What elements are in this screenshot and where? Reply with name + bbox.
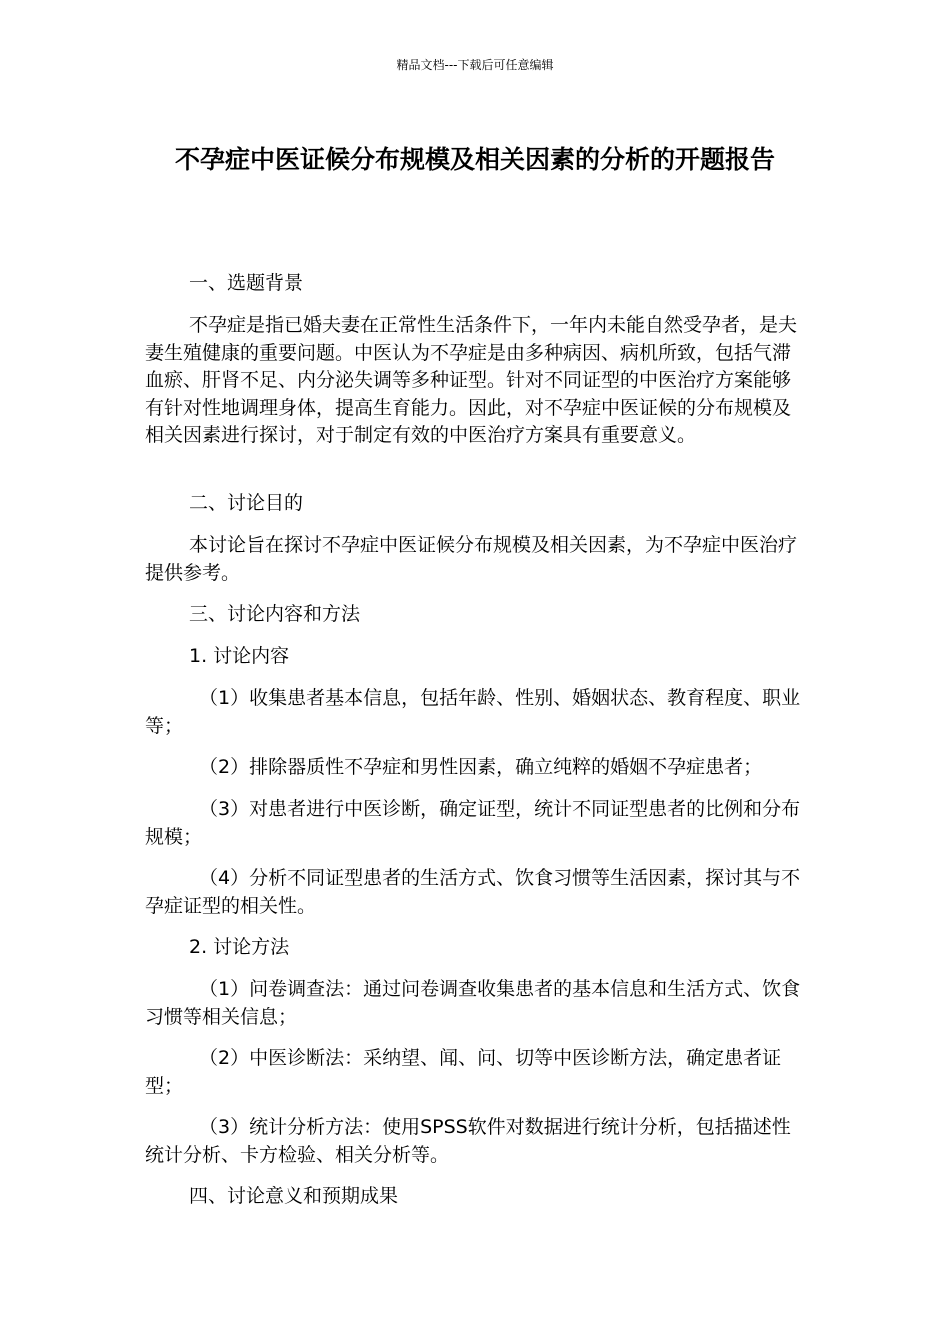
background-paragraph: 不孕症是指已婚夫妻在正常性生活条件下，一年内未能自然受孕者，是夫妻生殖健康的重要问题。中医认为不孕症是由多种病因、病机所致，包括气滞血瘀、肝肾不足、内分泌失调等多种证型。针对不同证型的中医治疗方案能够有针对性地调理身体，提高生育能力。因此，对不孕症中医证候的分布规模及相关因素进行探讨，对于制定有效的中医治疗方案具有重要意义。 xyxy=(145,314,798,446)
document-title: 不孕症中医证候分布规模及相关因素的分析的开题报告 xyxy=(174,145,775,174)
section-heading-background: 一、选题背景 xyxy=(189,272,304,294)
page-header: 精品文档---下载后可任意编辑 xyxy=(396,58,554,72)
section-heading-significance: 四、讨论意义和预期成果 xyxy=(189,1185,399,1207)
method-item-3: （3）统计分析方法：使用SPSS软件对数据进行统计分析，包括描述性统计分析、卡方检验、相关分析等。 xyxy=(145,1116,791,1166)
method-item-2: （2）中医诊断法：采纳望、闻、问、切等中医诊断方法，确定患者证型； xyxy=(145,1047,782,1097)
content-item-1: （1）收集患者基本信息，包括年龄、性别、婚姻状态、教育程度、职业等； xyxy=(145,687,801,737)
subheading-research-methods: 2. 讨论方法 xyxy=(189,936,290,958)
method-item-1: （1）问卷调查法：通过问卷调查收集患者的基本信息和生活方式、饮食习惯等相关信息； xyxy=(145,978,801,1028)
purpose-paragraph: 本讨论旨在探讨不孕症中医证候分布规模及相关因素，为不孕症中医治疗提供参考。 xyxy=(145,534,798,584)
content-item-2: （2）排除器质性不孕症和男性因素，确立纯粹的婚姻不孕症患者； xyxy=(199,756,763,778)
subheading-research-content: 1. 讨论内容 xyxy=(189,645,290,667)
content-item-3: （3）对患者进行中医诊断，确定证型，统计不同证型患者的比例和分布规模； xyxy=(145,798,801,848)
section-heading-content-methods: 三、讨论内容和方法 xyxy=(189,603,361,625)
section-heading-purpose: 二、讨论目的 xyxy=(189,492,304,514)
content-item-4: （4）分析不同证型患者的生活方式、饮食习惯等生活因素，探讨其与不孕症证型的相关性。 xyxy=(145,867,801,917)
